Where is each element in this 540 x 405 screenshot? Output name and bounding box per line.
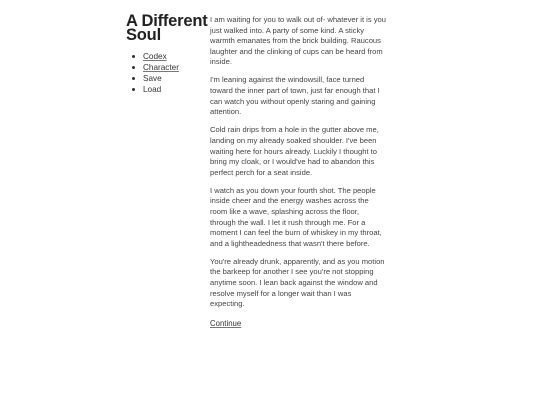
bullet-icon <box>132 88 135 91</box>
bullet-icon <box>132 66 135 69</box>
story-paragraph-4: I watch as you down your fourth shot. The people inside cheer and the energy washes across the room like a wave, splashing across the floor, through the wall. I let it rush through me. For a moment I can feel the burn of whiskey in my throat, and a lightheadedness that wasn't there before. <box>210 185 382 248</box>
game-title-line-2: Soul <box>126 26 161 44</box>
menu-item-save <box>132 73 208 84</box>
story-paragraph-2: I'm leaning against the windowsill, face turned toward the inner part of town, just far enough that I can watch you without openly staring and gaining attention. <box>210 75 380 117</box>
bullet-icon <box>132 77 135 80</box>
codex-link[interactable]: Codex <box>143 52 167 61</box>
story-paragraph-5: You're already drunk, apparently, and as you motion the barkeep for another I see you're not stopping anytime soon. I lean back against the window and resolve myself for a longer wait than I was expecting. <box>210 256 385 309</box>
load-link[interactable]: Load <box>143 85 162 94</box>
game-title-line-1: A Different <box>126 12 208 30</box>
sidebar-menu <box>126 51 208 95</box>
game-title <box>126 14 208 42</box>
story-paragraph-3: Cold rain drips from a hole in the gutter above me, landing on my already soaked shoulder. I've been waiting here for hours already. Luckily I thought to bring my cloak, or I would've had to abandon this perfect perch for a seat inside. <box>210 125 379 177</box>
story-paragraph-1: I am waiting for you to walk out of- whatever it is you just walked into. A party of some kind. A sticky warmth emanates from the brick building. Raucous laughter and the clinking of cups can be heard from inside. <box>210 15 386 67</box>
bullet-icon <box>132 55 135 58</box>
sidebar <box>126 14 208 95</box>
story-passage <box>210 15 386 330</box>
save-link[interactable]: Save <box>143 74 162 83</box>
menu-item-codex <box>132 51 208 62</box>
menu-item-character <box>132 62 208 73</box>
continue-link[interactable]: Continue <box>210 319 242 329</box>
menu-item-load <box>132 84 208 95</box>
character-link[interactable]: Character <box>143 63 179 72</box>
